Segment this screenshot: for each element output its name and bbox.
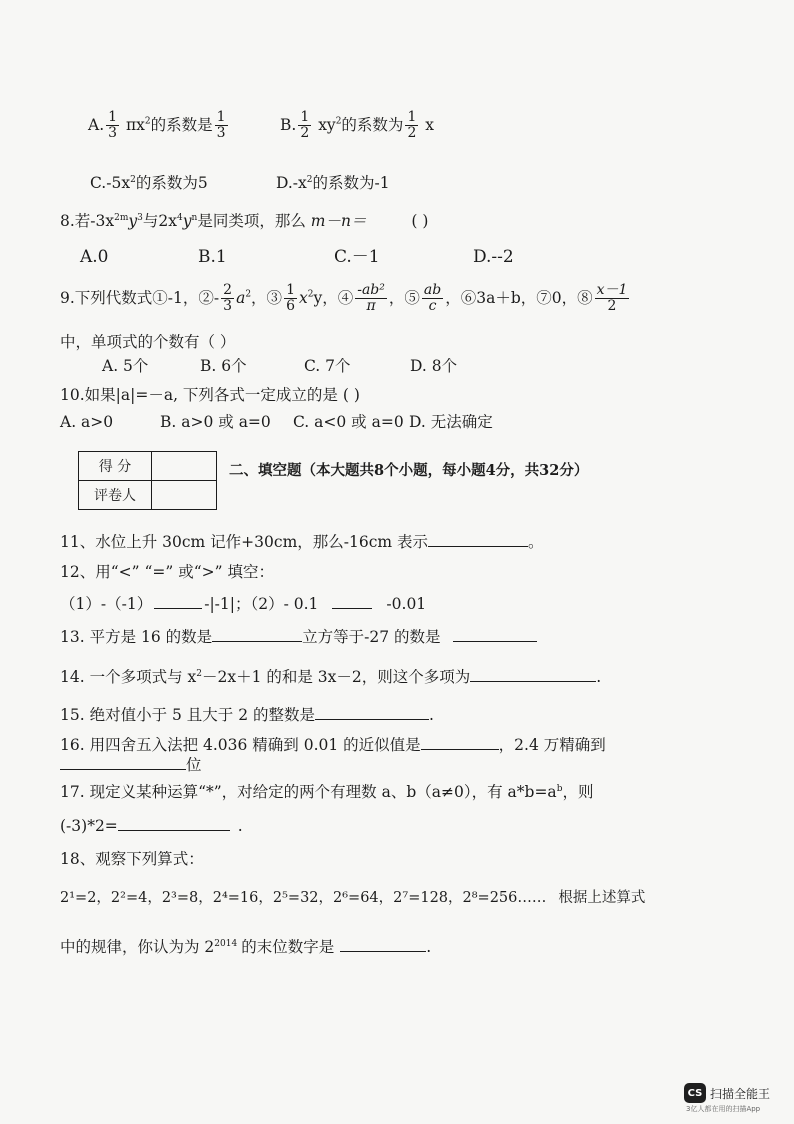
scanner-watermark bbox=[684, 1083, 770, 1103]
answer-blank[interactable] bbox=[421, 735, 499, 750]
fraction: $\frac{1}{6}$ bbox=[286, 282, 295, 315]
q7-option-a: A. $\frac{1}{3}$ $\pi x^2$的系数是 $\frac{1}{3}$ bbox=[88, 109, 226, 142]
fraction: $\frac{1}{3}$ bbox=[108, 109, 118, 142]
q17-line2: (-3)*2= . bbox=[60, 817, 243, 835]
score-table bbox=[78, 451, 217, 510]
fraction: $\frac{2}{3}$ bbox=[223, 282, 233, 315]
q8-options: A.0 B.1 C.－1 D.--2 bbox=[80, 247, 514, 267]
answer-bracket: ( ) bbox=[411, 212, 429, 230]
q16-line2: 位 bbox=[60, 755, 202, 775]
answer-blank[interactable] bbox=[60, 755, 186, 770]
q10-stem: 10.如果|a|=－a, 下列各式一定成立的是 ( ) bbox=[60, 386, 360, 404]
answer-blank[interactable] bbox=[154, 594, 202, 609]
fraction: $\frac{1}{2}$ bbox=[407, 109, 417, 142]
q18-sequence: 2¹=2，2²=4，2³=8，2⁴=16，2⁵=32，2⁶=64，2⁷=128，2⁸=256…… 根据上述算式 bbox=[60, 890, 646, 906]
q11: 11、水位上升 30cm 记作+30cm，那么-16cm 表示 。 bbox=[60, 533, 544, 551]
answer-blank[interactable] bbox=[118, 816, 230, 831]
grader-label: 评卷人 bbox=[79, 481, 152, 510]
grader-cell[interactable] bbox=[152, 481, 217, 510]
q10-options: A. a>0 B. a>0 或 a=0 C. a<0 或 a=0 D. 无法确定 bbox=[60, 413, 493, 431]
section-heading: 二、填空题（本大题共8个小题，每小题4分，共32分） bbox=[229, 462, 589, 479]
q9-line2: 中，单项式的个数有（ ） bbox=[60, 333, 236, 351]
q16: 16. 用四舍五入法把 4.036 精确到 0.01 的近似值是 ，2.4 万精确到 bbox=[60, 736, 606, 754]
fraction: $\frac{x-1}{2}$ bbox=[596, 282, 628, 315]
answer-blank[interactable] bbox=[340, 937, 426, 952]
watermark-tagline: 3亿人都在用的扫描App bbox=[686, 1105, 761, 1113]
q7-option-c: $C.-5x^2$的系数为5 bbox=[90, 174, 208, 192]
q9-stem: 9.下列代数式①-1，②- $\frac{2}{3}$ $a^2$，③ $\frac{1}{6}$ $x^2y$，④ $\frac{\text{-ab²}}{\pi}$ ，⑤ $\frac{ab}{c}$ ，⑥3a＋b，⑦0，⑧ $\frac{x-1}{2}$ bbox=[60, 282, 628, 315]
q15: 15. 绝对值小于 5 且大于 2 的整数是 . bbox=[60, 706, 434, 724]
q13: 13. 平方是 16 的数是 立方等于-27 的数是 bbox=[60, 627, 537, 647]
fraction: $\frac{1}{2}$ bbox=[300, 109, 310, 142]
q18-intro: 18、观察下列算式： bbox=[60, 850, 204, 868]
answer-blank[interactable] bbox=[212, 627, 302, 642]
answer-blank[interactable] bbox=[470, 667, 596, 682]
answer-blank[interactable] bbox=[315, 705, 429, 720]
q17: 17. 现定义某种运算“*”，对给定的两个有理数 a、b（a≠0），有 $a*b=a^b$，则 bbox=[60, 783, 594, 801]
fraction: $\frac{1}{3}$ bbox=[216, 109, 226, 142]
q12-parts: （1）-（-1） -|-1|；（2）- 0.1 -0.01 bbox=[60, 595, 427, 613]
q9-options: A. 5个 B. 6个 C. 7个 D. 8个 bbox=[102, 357, 458, 375]
q8-stem: 8.若$-3x^{2m}y^3$与$2x^4y^n$是同类项，那么 m－n＝ ( ) bbox=[60, 212, 429, 230]
answer-blank[interactable] bbox=[332, 594, 372, 609]
score-label: 得 分 bbox=[79, 452, 152, 481]
watermark-name: 扫描全能王 bbox=[710, 1086, 771, 1101]
score-cell[interactable] bbox=[152, 452, 217, 481]
camscanner-logo-icon: CS bbox=[684, 1083, 706, 1103]
fraction: $\frac{ab}{c}$ bbox=[423, 282, 442, 315]
answer-blank[interactable] bbox=[453, 627, 537, 642]
answer-blank[interactable] bbox=[428, 532, 528, 547]
q7-option-d: $D.-x^2$的系数为-1 bbox=[276, 174, 390, 192]
q7-option-b: B. $\frac{1}{2}$ $xy^2$的系数为 $\frac{1}{2}$ x bbox=[280, 109, 435, 142]
q18-question: 中的规律，你认为为 $2^{2014}$ 的末位数字是 . bbox=[60, 938, 432, 956]
fraction: $\frac{\text{-ab²}}{\pi}$ bbox=[357, 282, 385, 315]
q14: 14. 一个多项式与 $x^2-2x+1$ 的和是 3x－2，则这个多项为 . bbox=[60, 668, 602, 686]
q12-stem: 12、用“<” “=” 或“>” 填空： bbox=[60, 563, 275, 581]
